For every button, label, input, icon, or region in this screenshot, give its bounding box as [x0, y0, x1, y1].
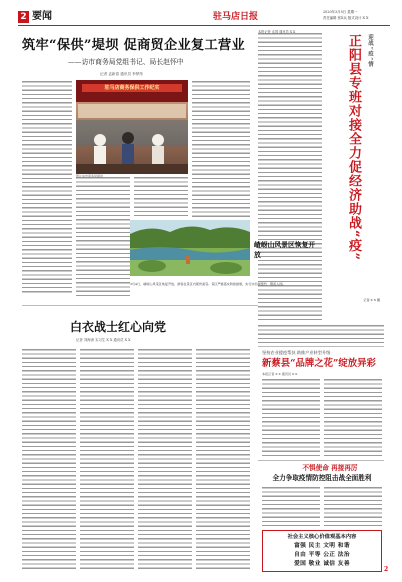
right-story-byline: 本报记者 孟国 通讯员 X X: [258, 30, 296, 34]
scenic-area-credit: 记者 X X 摄: [363, 298, 380, 302]
county-story-kicker: 坚持农业援疫帮扶 助推产业转型升级: [262, 350, 331, 355]
lead-story-byline: 记者 孟新春 通讯员 李梦彤: [100, 72, 143, 76]
lead-story-title: 筑牢“保供”堤坝 促商贸企业复工营业: [22, 38, 245, 53]
core-values-row-2: 自由 平等 公正 法治: [294, 552, 350, 558]
lead-story-column-1: [22, 80, 72, 295]
masthead-editor: 责任编辑 张X兵 版式设计 X X: [323, 16, 369, 20]
right-story-lower-text: [258, 324, 384, 344]
feature-two-column-3: [138, 348, 192, 570]
page-number-badge: 2: [18, 11, 29, 23]
lead-story-subtitle: ——访市商务局党组书记、局长赵怀中: [68, 58, 184, 66]
feature-two-column-4: [196, 348, 250, 570]
feature-two-column-1: [22, 348, 76, 570]
lead-story-photo: [76, 80, 188, 174]
footer-page-mark: 2: [384, 566, 389, 573]
lead-story-column-4: [192, 80, 250, 220]
core-values-box: [262, 530, 382, 572]
county-story-byline: 本报记者 X X 通讯员 X X: [262, 372, 298, 376]
lead-story-photo-banner: 驻马店商务保供工作纪实: [104, 85, 160, 91]
masthead: [18, 10, 390, 24]
bottom-story-column-2: [324, 486, 382, 526]
section-name: 要闻: [32, 11, 52, 22]
masthead-rule: [18, 25, 390, 26]
bottom-story-column-1: [262, 486, 320, 526]
scenic-area-rule: [22, 305, 258, 306]
core-values-row-3: 爱国 敬业 诚信 友善: [294, 561, 350, 567]
county-story-rule: [258, 346, 384, 347]
bottom-story-title-line2: 全力争取疫情防控阻击战全面胜利: [272, 474, 372, 482]
bottom-story-title-line1: 不惧使命 再接再厉: [302, 464, 358, 472]
county-story-title: 新蔡县“品牌之花”绽放异彩: [262, 358, 376, 369]
lead-story-column-3-lower: [134, 176, 188, 218]
bottom-story-rule: [258, 460, 384, 461]
lead-story-column-2-lower: [76, 176, 130, 296]
county-story-column-2: [324, 378, 382, 458]
right-story-top-text: [258, 32, 322, 322]
masthead-logo: 驻马店日报: [213, 12, 259, 22]
masthead-date: 2020年3月5日 星期一: [323, 10, 358, 14]
feature-two-column-2: [80, 348, 134, 570]
core-values-row-1: 富强 民主 文明 和谐: [294, 543, 350, 549]
scenic-area-title: 嵖岈山风景区恢复开放: [254, 241, 316, 259]
county-story-column-1: [262, 378, 320, 458]
scenic-landscape-graphic: [130, 220, 250, 276]
right-story-title: 正阳县专班对接全力促经济助战“疫”: [346, 34, 361, 261]
core-values-title: 社会主义核心价值观基本内容: [287, 534, 357, 540]
scenic-area-caption: 3月4日，嵖岈山风景区恢复开放，游客在景区内观赏美景。景区严格落实防控措施，实行实名制预约、限流入园。: [130, 282, 286, 286]
supermarket-scene-graphic: [76, 80, 188, 174]
scenic-area-photo: [130, 220, 250, 276]
lead-story-photo-caption: 图片由市商务局提供: [76, 174, 104, 178]
right-story-kicker: 迎战“疫”情: [367, 34, 373, 68]
feature-two-title: 白衣战士红心向党: [70, 320, 167, 334]
feature-two-byline: 记者 刘海涛 实习生 X X 通讯员 X X: [76, 338, 131, 342]
